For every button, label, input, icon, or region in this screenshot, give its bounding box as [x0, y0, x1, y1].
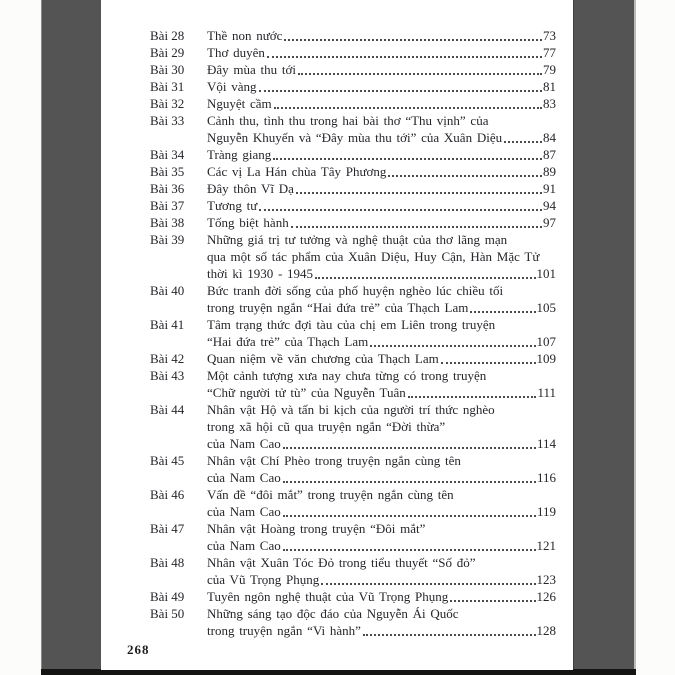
toc-entry-label: Bài 39 [150, 232, 185, 247]
toc-entry-page: 109 [536, 351, 556, 366]
toc-entry [150, 180, 556, 197]
toc-entry [150, 197, 556, 214]
toc-entry-title: của Nam Cao [207, 538, 281, 553]
toc-entry-page: 81 [543, 79, 556, 94]
toc-entry [150, 486, 556, 520]
toc-entry-label: Bài 44 [150, 402, 185, 417]
toc-entry-title: Bức tranh đời sống của phố huyện nghèo lúc chiều tối [207, 283, 504, 298]
toc-entry-title: Một cảnh tượng xưa nay chưa từng có trong truyện [207, 368, 487, 383]
dot-leader [283, 469, 536, 483]
toc-entry [150, 27, 556, 44]
toc-entry-page: 77 [543, 45, 556, 60]
toc-entry-title: trong xã hội cũ qua truyện ngắn “Đời thừa” [207, 419, 446, 434]
toc-entry [150, 163, 556, 180]
toc-entry-title: trong truyện ngắn “Hai đứa trẻ” của Thạch Lam [207, 300, 469, 315]
toc-entry-title: của Nam Cao [207, 436, 281, 451]
toc-entry [150, 605, 556, 639]
toc-entry-label: Bài 34 [150, 147, 185, 162]
toc-entry-title: Nhân vật Chí Phèo trong truyện ngắn cùng tên [207, 453, 461, 468]
toc-entry-title: Nhân vật Hộ và tấn bi kịch của người trí thức nghèo [207, 402, 495, 417]
toc-entry-page: 121 [536, 538, 556, 553]
toc-entry-title: Tràng giang [207, 147, 272, 162]
dot-leader [273, 146, 542, 160]
toc-entry-title: Quan niệm về văn chương của Thạch Lam [207, 351, 439, 366]
toc-entry [150, 367, 556, 401]
toc-entry-page: 97 [543, 215, 556, 230]
dot-leader [283, 537, 536, 551]
toc-entry [150, 282, 556, 316]
toc-entry-page: 105 [536, 300, 556, 315]
toc-entry-page: 84 [543, 130, 556, 145]
toc-entry-title: Đây thôn Vĩ Dạ [207, 181, 294, 196]
toc-entry-title: Những giá trị tư tưởng và nghệ thuật của thơ lãng mạn [207, 232, 508, 247]
toc-entry-title: Tương tư [207, 198, 258, 213]
toc-entry-page: 87 [543, 147, 556, 162]
toc-entry-title: Nguyễn Khuyến và “Đây mùa thu tới” của Xuân Diệu [207, 130, 503, 145]
toc-entry [150, 112, 556, 146]
toc-entry [150, 78, 556, 95]
toc-entry-label: Bài 50 [150, 606, 185, 621]
toc-entry-page: 83 [543, 96, 556, 111]
book-page [101, 0, 573, 670]
toc-entry-page: 94 [543, 198, 556, 213]
toc-entry-title: thời kì 1930 - 1945 [207, 266, 314, 281]
toc-entry-label: Bài 35 [150, 164, 185, 179]
toc-entry-title: “Hai đứa trẻ” của Thạch Lam [207, 334, 369, 349]
dot-leader [470, 299, 535, 313]
toc-entry [150, 452, 556, 486]
toc-entry-label: Bài 29 [150, 45, 185, 60]
toc-entry-label: Bài 38 [150, 215, 185, 230]
toc-entry-page: 101 [536, 266, 556, 281]
toc-entry-page: 128 [536, 623, 556, 638]
toc-entry-label: Bài 41 [150, 317, 185, 332]
toc-entry-title: Tuyên ngôn nghệ thuật của Vũ Trọng Phụng [207, 589, 449, 604]
toc-entry-title: Nguyệt cầm [207, 96, 272, 111]
toc-entry [150, 520, 556, 554]
toc-entry-title: Nhân vật Xuân Tóc Đỏ trong tiểu thuyết “Số đỏ” [207, 555, 476, 570]
toc-entry-title: trong truyện ngắn “Vi hành” [207, 623, 361, 638]
toc-entry [150, 316, 556, 350]
toc-entry [150, 214, 556, 231]
toc-entry-label: Bài 47 [150, 521, 185, 536]
toc-entry-label: Bài 49 [150, 589, 185, 604]
toc-entry-page: 89 [543, 164, 556, 179]
toc-entry-title: Các vị La Hán chùa Tây Phương [207, 164, 387, 179]
toc-entry-title: Nhân vật Hoàng trong truyện “Đôi mắt” [207, 521, 426, 536]
toc-entry-page: 126 [536, 589, 556, 604]
toc-entry-label: Bài 45 [150, 453, 185, 468]
dot-leader [283, 503, 536, 517]
toc-entry-title: của Vũ Trọng Phụng [207, 572, 320, 587]
toc-entry-label: Bài 42 [150, 351, 185, 366]
toc-entry-label: Bài 33 [150, 113, 185, 128]
toc-entry-label: Bài 46 [150, 487, 185, 502]
toc-entry-label: Bài 28 [150, 28, 185, 43]
toc-entry-title: Vấn đề “đôi mắt” trong truyện ngắn cùng tên [207, 487, 454, 502]
dot-leader [283, 435, 536, 449]
dot-leader [388, 163, 542, 177]
dot-leader [408, 384, 537, 398]
dot-leader [504, 129, 542, 143]
dot-leader [284, 27, 542, 41]
dot-leader [363, 622, 536, 636]
toc-entry-label: Bài 32 [150, 96, 185, 111]
toc-entry-label: Bài 40 [150, 283, 185, 298]
book-gutter-shadow-left [41, 0, 103, 670]
toc-entry [150, 146, 556, 163]
toc-entry-page: 116 [536, 470, 556, 485]
dot-leader [441, 350, 536, 364]
toc-entry-title: Tâm trạng thức đợi tàu của chị em Liên trong truyện [207, 317, 496, 332]
toc-entry [150, 350, 556, 367]
toc-entry [150, 401, 556, 452]
toc-entry [150, 554, 556, 588]
toc-entry [150, 61, 556, 78]
dot-leader [321, 571, 535, 585]
dot-leader [450, 588, 535, 602]
dot-leader [267, 44, 542, 58]
toc-entry [150, 44, 556, 61]
toc-entry-title: Thơ duyên [207, 45, 265, 60]
dot-leader [370, 333, 535, 347]
toc-entry-label: Bài 48 [150, 555, 185, 570]
toc-entry-page: 111 [537, 385, 556, 400]
toc-entry-page: 79 [543, 62, 556, 77]
toc-entry [150, 231, 556, 282]
toc-entry-page: 119 [536, 504, 556, 519]
toc-entry-title: Tống biệt hành [207, 215, 289, 230]
dot-leader [296, 180, 542, 194]
toc-entry-page: 114 [536, 436, 556, 451]
page-number: 268 [127, 642, 150, 657]
dot-leader [315, 265, 535, 279]
toc-entry-page: 107 [536, 334, 556, 349]
dot-leader [259, 197, 542, 211]
toc-entry-title: “Chữ người tử tù” của Nguyễn Tuân [207, 385, 406, 400]
dot-leader [291, 214, 542, 228]
dot-leader [298, 61, 542, 75]
dot-leader [274, 95, 542, 109]
toc-entry-label: Bài 36 [150, 181, 185, 196]
toc-entry-title: Vội vàng [207, 79, 257, 94]
toc-entry-page: 91 [543, 181, 556, 196]
toc-entry-page: 123 [536, 572, 556, 587]
toc-entry [150, 588, 556, 605]
toc-entry-title: Đây mùa thu tới [207, 62, 296, 77]
toc-entry-title: qua một số tác phẩm của Xuân Diệu, Huy Cận, Hàn Mặc Tử [207, 249, 540, 264]
toc-entry-title: của Nam Cao [207, 504, 281, 519]
toc-entry-label: Bài 43 [150, 368, 185, 383]
toc-entry-title: Cảnh thu, tình thu trong hai bài thơ “Thu vịnh” của [207, 113, 489, 128]
toc-entry-page: 73 [543, 28, 556, 43]
toc-entry-label: Bài 37 [150, 198, 185, 213]
toc-entry-title: Thề non nước [207, 28, 283, 43]
book-edge-shadow-right [573, 0, 636, 670]
table-of-contents [150, 27, 556, 639]
toc-entry [150, 95, 556, 112]
toc-entry-title: của Nam Cao [207, 470, 281, 485]
toc-entry-title: Những sáng tạo độc đáo của Nguyễn Ái Quốc [207, 606, 459, 621]
toc-entry-label: Bài 31 [150, 79, 185, 94]
toc-entry-label: Bài 30 [150, 62, 185, 77]
dot-leader [259, 78, 542, 92]
